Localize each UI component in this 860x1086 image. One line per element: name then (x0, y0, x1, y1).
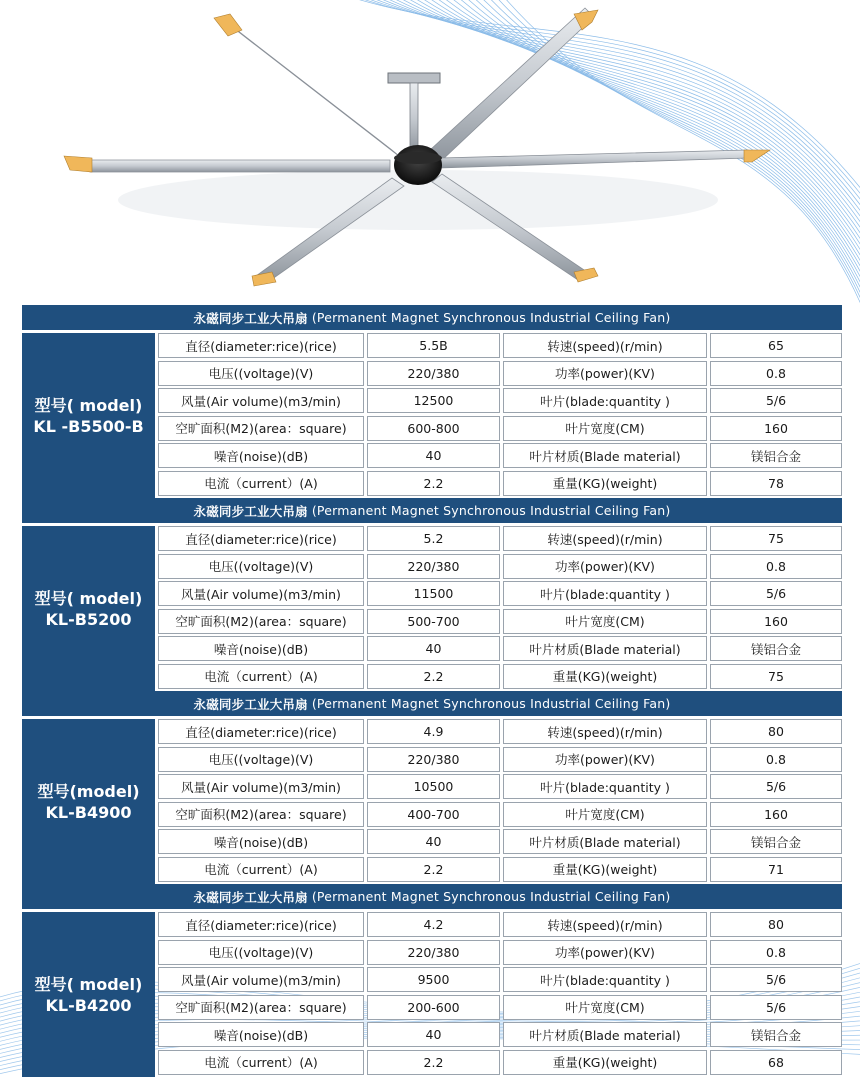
spec-value: 镁铝合金 (710, 829, 842, 854)
spec-row (158, 333, 842, 358)
spec-value: 2.2 (367, 471, 500, 496)
spec-value: 5/6 (710, 388, 842, 413)
spec-row (158, 526, 842, 551)
spec-value: 2.2 (367, 1050, 500, 1075)
spec-label: 功率(power)(KV) (503, 747, 707, 772)
spec-row (158, 636, 842, 661)
spec-value: 68 (710, 1050, 842, 1075)
spec-value: 220/380 (367, 747, 500, 772)
section-title-en: (Permanent Magnet Synchronous Industrial Ceiling Fan) (311, 503, 671, 518)
spec-value: 160 (710, 609, 842, 634)
spec-value: 220/380 (367, 554, 500, 579)
spec-label: 电流（current）(A) (158, 857, 364, 882)
spec-label: 叶片材质(Blade material) (503, 829, 707, 854)
spec-label: 叶片(blade:quantity ) (503, 581, 707, 606)
spec-value: 80 (710, 912, 842, 937)
spec-row (158, 967, 842, 992)
spec-row (158, 388, 842, 413)
spec-label: 空旷面积(M2)(area：square) (158, 802, 364, 827)
spec-value: 78 (710, 471, 842, 496)
spec-value: 5/6 (710, 581, 842, 606)
spec-value: 12500 (367, 388, 500, 413)
spec-label: 功率(power)(KV) (503, 554, 707, 579)
spec-value: 0.8 (710, 554, 842, 579)
spec-value: 0.8 (710, 747, 842, 772)
spec-row (158, 664, 842, 689)
spec-label: 电流（current）(A) (158, 471, 364, 496)
model-code: KL-B5200 (45, 609, 132, 629)
spec-section (22, 884, 842, 1077)
spec-label: 转速(speed)(r/min) (503, 333, 707, 358)
section-title-cn: 永磁同步工业大吊扇 (193, 503, 308, 519)
spec-value: 40 (367, 443, 500, 468)
spec-label: 风量(Air volume)(m3/min) (158, 967, 364, 992)
spec-rows (158, 719, 842, 885)
spec-label: 噪音(noise)(dB) (158, 1022, 364, 1047)
spec-value: 65 (710, 333, 842, 358)
model-box (22, 912, 155, 1077)
spec-label: 噪音(noise)(dB) (158, 443, 364, 468)
spec-label: 直径(diameter:rice)(rice) (158, 719, 364, 744)
model-label: 型号(model) (37, 781, 140, 801)
spec-label: 空旷面积(M2)(area：square) (158, 995, 364, 1020)
spec-label: 叶片宽度(CM) (503, 995, 707, 1020)
spec-value: 80 (710, 719, 842, 744)
spec-value: 40 (367, 636, 500, 661)
spec-label: 电压((voltage)(V) (158, 554, 364, 579)
section-header (22, 691, 842, 716)
spec-value: 镁铝合金 (710, 636, 842, 661)
spec-value: 500-700 (367, 609, 500, 634)
ceiling-fan-illustration (0, 0, 860, 300)
spec-label: 电流（current）(A) (158, 1050, 364, 1075)
spec-label: 电压((voltage)(V) (158, 747, 364, 772)
spec-label: 风量(Air volume)(m3/min) (158, 774, 364, 799)
spec-label: 重量(KG)(weight) (503, 857, 707, 882)
spec-row (158, 774, 842, 799)
spec-value: 400-700 (367, 802, 500, 827)
spec-row (158, 940, 842, 965)
spec-value: 0.8 (710, 361, 842, 386)
spec-value: 镁铝合金 (710, 443, 842, 468)
spec-value: 75 (710, 664, 842, 689)
spec-row (158, 912, 842, 937)
section-title-cn: 永磁同步工业大吊扇 (193, 889, 308, 905)
spec-value: 40 (367, 1022, 500, 1047)
spec-value: 200-600 (367, 995, 500, 1020)
spec-row (158, 829, 842, 854)
spec-row (158, 719, 842, 744)
spec-row (158, 361, 842, 386)
spec-label: 电压((voltage)(V) (158, 940, 364, 965)
spec-label: 噪音(noise)(dB) (158, 636, 364, 661)
spec-label: 风量(Air volume)(m3/min) (158, 581, 364, 606)
model-box (22, 719, 155, 884)
model-code: KL-B4900 (45, 802, 132, 822)
model-box (22, 333, 155, 498)
spec-label: 直径(diameter:rice)(rice) (158, 912, 364, 937)
spec-row (158, 471, 842, 496)
spec-label: 重量(KG)(weight) (503, 1050, 707, 1075)
spec-value: 160 (710, 416, 842, 441)
spec-value: 600-800 (367, 416, 500, 441)
spec-value: 75 (710, 526, 842, 551)
spec-rows (158, 526, 842, 692)
spec-label: 转速(speed)(r/min) (503, 719, 707, 744)
section-title-en: (Permanent Magnet Synchronous Industrial Ceiling Fan) (311, 696, 671, 711)
spec-rows (158, 333, 842, 499)
spec-row (158, 443, 842, 468)
spec-label: 叶片宽度(CM) (503, 416, 707, 441)
spec-row (158, 802, 842, 827)
spec-value: 4.9 (367, 719, 500, 744)
section-header (22, 305, 842, 330)
section-title-en: (Permanent Magnet Synchronous Industrial Ceiling Fan) (311, 889, 671, 904)
spec-value: 10500 (367, 774, 500, 799)
spec-value: 160 (710, 802, 842, 827)
spec-label: 噪音(noise)(dB) (158, 829, 364, 854)
spec-label: 叶片材质(Blade material) (503, 1022, 707, 1047)
model-label: 型号( model) (34, 588, 143, 608)
spec-row (158, 581, 842, 606)
spec-value: 4.2 (367, 912, 500, 937)
spec-row (158, 1050, 842, 1075)
spec-value: 镁铝合金 (710, 1022, 842, 1047)
spec-label: 重量(KG)(weight) (503, 664, 707, 689)
spec-row (158, 995, 842, 1020)
spec-label: 电流（current）(A) (158, 664, 364, 689)
spec-label: 叶片(blade:quantity ) (503, 388, 707, 413)
spec-value: 220/380 (367, 940, 500, 965)
spec-label: 叶片宽度(CM) (503, 802, 707, 827)
spec-section (22, 691, 842, 884)
spec-value: 5/6 (710, 967, 842, 992)
spec-row (158, 416, 842, 441)
spec-label: 叶片(blade:quantity ) (503, 774, 707, 799)
spec-label: 直径(diameter:rice)(rice) (158, 526, 364, 551)
spec-label: 功率(power)(KV) (503, 940, 707, 965)
model-code: KL -B5500-B (33, 416, 144, 436)
spec-label: 空旷面积(M2)(area：square) (158, 416, 364, 441)
spec-label: 叶片材质(Blade material) (503, 636, 707, 661)
section-title-en: (Permanent Magnet Synchronous Industrial Ceiling Fan) (311, 310, 671, 325)
spec-label: 风量(Air volume)(m3/min) (158, 388, 364, 413)
spec-value: 2.2 (367, 664, 500, 689)
section-title-cn: 永磁同步工业大吊扇 (193, 696, 308, 712)
spec-row (158, 747, 842, 772)
model-code: KL-B4200 (45, 995, 132, 1015)
spec-value: 5.2 (367, 526, 500, 551)
fan-blades (90, 8, 748, 282)
spec-value: 71 (710, 857, 842, 882)
spec-label: 功率(power)(KV) (503, 361, 707, 386)
spec-value: 5/6 (710, 774, 842, 799)
spec-label: 电压((voltage)(V) (158, 361, 364, 386)
spec-value: 220/380 (367, 361, 500, 386)
section-header (22, 884, 842, 909)
spec-value: 0.8 (710, 940, 842, 965)
spec-value: 9500 (367, 967, 500, 992)
spec-label: 直径(diameter:rice)(rice) (158, 333, 364, 358)
spec-label: 叶片宽度(CM) (503, 609, 707, 634)
spec-row (158, 609, 842, 634)
spec-label: 转速(speed)(r/min) (503, 526, 707, 551)
section-title-cn: 永磁同步工业大吊扇 (193, 310, 308, 326)
spec-label: 叶片材质(Blade material) (503, 443, 707, 468)
spec-value: 11500 (367, 581, 500, 606)
spec-value: 5/6 (710, 995, 842, 1020)
model-label: 型号( model) (34, 395, 143, 415)
section-header (22, 498, 842, 523)
spec-row (158, 857, 842, 882)
spec-section (22, 498, 842, 691)
spec-label: 空旷面积(M2)(area：square) (158, 609, 364, 634)
spec-label: 重量(KG)(weight) (503, 471, 707, 496)
spec-value: 40 (367, 829, 500, 854)
spec-label: 叶片(blade:quantity ) (503, 967, 707, 992)
spec-row (158, 1022, 842, 1047)
spec-row (158, 554, 842, 579)
model-label: 型号( model) (34, 974, 143, 994)
spec-rows (158, 912, 842, 1078)
spec-value: 2.2 (367, 857, 500, 882)
model-box (22, 526, 155, 691)
spec-value: 5.5B (367, 333, 500, 358)
spec-label: 转速(speed)(r/min) (503, 912, 707, 937)
spec-section (22, 305, 842, 498)
